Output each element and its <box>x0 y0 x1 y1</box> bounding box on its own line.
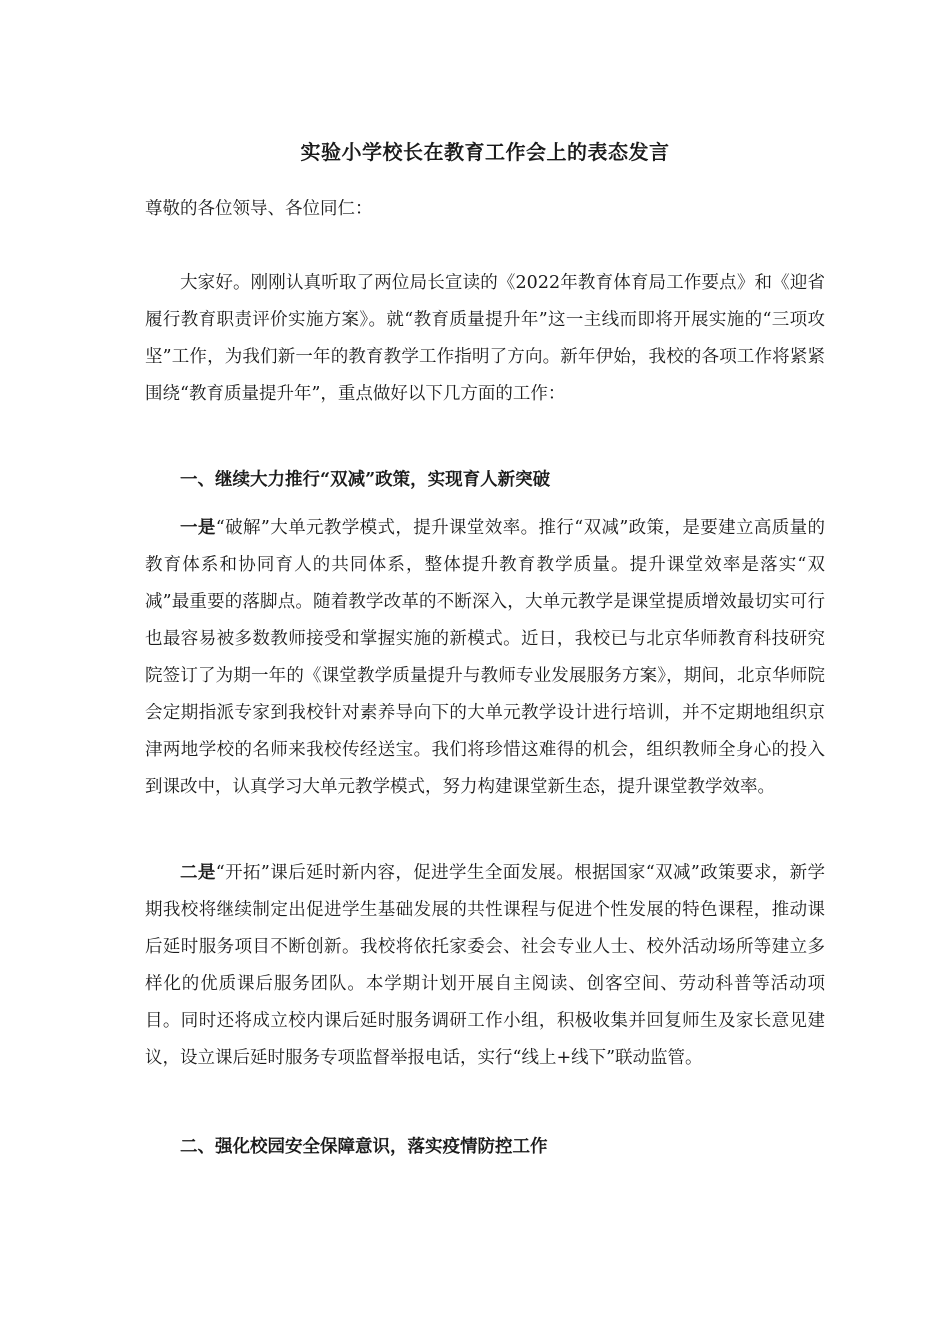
body-paragraph-item-2 <box>145 855 825 1077</box>
intro-paragraph: 大家好。刚刚认真听取了两位局长宣读的《2022年教育体育局工作要点》和《迎省履行教育职责评价实施方案》。就“教育质量提升年”这一主线而即将开展实施的“三项攻坚”工作，为我们新一年的教育教学工作指明了方向。新年伊始，我校的各项工作将紧紧围绕“教育质量提升年”，重点做好以下几方面的工作： <box>145 273 825 404</box>
salutation: 尊敬的各位领导、各位同仁： <box>145 199 373 219</box>
document-title: 实验小学校长在教育工作会上的表态发言 <box>300 140 670 164</box>
item-1-text: “破解”大单元教学模式，提升课堂效率。推行“双减”政策，是要建立高质量的教育体系和协同育人的共同体系，整体提升教育教学质量。提升课堂效率是落实“双减”最重要的落脚点。随着教学改革的不断深入，大单元教学是课堂提质增效最切实可行也最容易被多数教师接受和掌握实施的新模式。近日，我校已与北京华师教育科技研究院签订了为期一年的《课堂教学质量提升与教师专业发展服务方案》，期间，北京华师院会定期指派专家到我校针对素养导向下的大单元教学设计进行培训，并不定期地组织京津两地学校的名师来我校传经送宝。我们将珍惜这难得的机会，组织教师全身心的投入到课改中，认真学习大单元教学模式，努力构建课堂新生态，提升课堂教学效率。 <box>145 518 826 797</box>
item-2-text: “开拓”课后延时新内容，促进学生全面发展。根据国家“双减”政策要求，新学期我校将继续制定出促进学生基础发展的共性课程与促进个性发展的特色课程，推动课后延时服务项目不断创新。我校将依托家委会、社会专业人士、校外活动场所等建立多样化的优质课后服务团队。本学期计划开展自主阅读、创客空间、劳动科普等活动项目。同时还将成立校内课后延时服务调研工作小组，积极收集并回复师生及家长意见建议，设立课后延时服务专项监督举报电话，实行“线上+线下”联动监管。 <box>145 863 826 1068</box>
section-heading-2: 二、强化校园安全保障意识，落实疫情防控工作 <box>180 1137 548 1157</box>
item-1-lead: 一是 <box>180 518 216 538</box>
section-heading-1: 一、继续大力推行“双减”政策，实现育人新突破 <box>180 470 551 490</box>
body-paragraph-item-1 <box>145 510 825 806</box>
item-2-lead: 二是 <box>180 863 216 883</box>
